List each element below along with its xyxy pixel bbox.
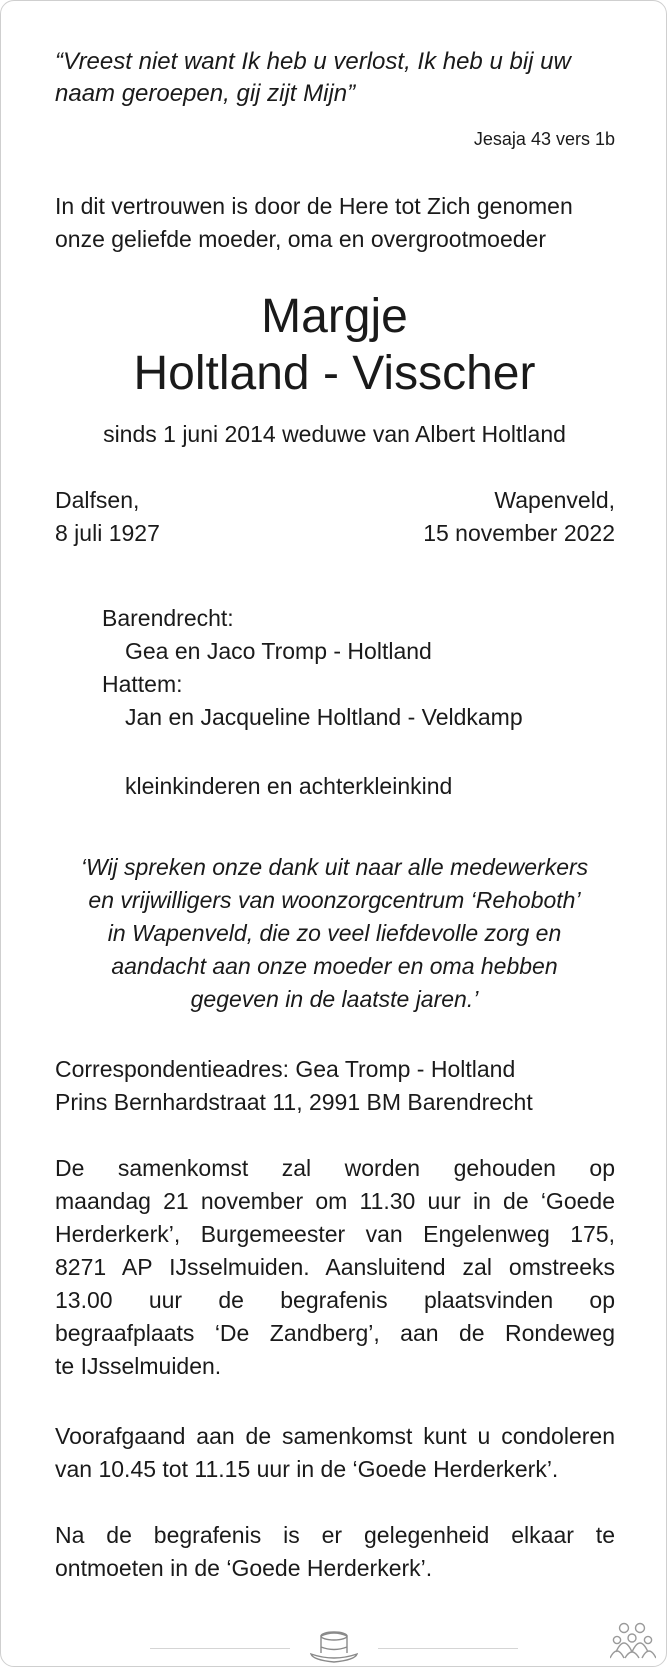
bible-quote bbox=[55, 46, 615, 110]
family-people-icon bbox=[610, 1620, 656, 1660]
condolence-line-2: van 10.45 tot 11.15 uur in de ‘Goede Herderkerk’. bbox=[55, 1456, 559, 1482]
family-list bbox=[102, 602, 523, 734]
correspondence-line-1: Correspondentieadres: Gea Tromp - Holtland bbox=[55, 1056, 516, 1082]
birth-info bbox=[55, 484, 160, 550]
service-line-3: Herderkerk’, Burgemeester van Engelenweg 175, bbox=[55, 1221, 615, 1247]
service-details bbox=[55, 1152, 615, 1383]
deceased-first-name: Margje bbox=[261, 290, 408, 343]
service-line-2: maandag 21 november om 11.30 uur in de ‘Goede bbox=[55, 1188, 615, 1214]
family-place-1: Barendrecht: bbox=[102, 605, 234, 631]
family-names-2: Jan en Jacqueline Holtland - Veldkamp bbox=[125, 704, 523, 730]
condolence-details bbox=[55, 1420, 615, 1486]
condolence-line-1: Voorafgaand aan de samenkomst kunt u condoleren bbox=[55, 1423, 615, 1449]
thanks-text bbox=[0, 851, 669, 1016]
thanks-line-1: ‘Wij spreken onze dank uit naar alle medewerkers bbox=[80, 854, 589, 880]
top-hat-icon bbox=[305, 1628, 363, 1666]
after-line-2: ontmoeten in de ‘Goede Herderkerk’. bbox=[55, 1555, 433, 1581]
thanks-line-2: en vrijwilligers van woonzorgcentrum ‘Rehoboth’ bbox=[88, 887, 581, 913]
death-info bbox=[423, 484, 615, 550]
family-place-2: Hattem: bbox=[102, 671, 183, 697]
widow-note: sinds 1 juni 2014 weduwe van Albert Holtland bbox=[103, 421, 566, 447]
family-names-1: Gea en Jaco Tromp - Holtland bbox=[125, 638, 432, 664]
thanks-line-3: in Wapenveld, die zo veel liefdevolle zorg en bbox=[107, 920, 562, 946]
bible-quote-line-1: “Vreest niet want Ik heb u verlost, Ik heb u bij uw bbox=[55, 48, 571, 75]
birth-date: 8 juli 1927 bbox=[55, 520, 160, 546]
intro-line-2: onze geliefde moeder, oma en overgrootmoeder bbox=[55, 226, 546, 252]
service-line-4: 8271 AP IJsselmuiden. Aansluitend zal omstreeks bbox=[55, 1254, 615, 1280]
bottom-rule-right bbox=[378, 1648, 518, 1649]
service-line-6: begraafplaats ‘De Zandberg’, aan de Rondeweg bbox=[55, 1320, 615, 1346]
bottom-rule-left bbox=[150, 1648, 290, 1649]
birth-place: Dalfsen, bbox=[55, 487, 140, 513]
death-date: 15 november 2022 bbox=[423, 520, 615, 546]
deceased-surname: Holtland - Visscher bbox=[133, 347, 536, 400]
death-place: Wapenveld, bbox=[494, 487, 615, 513]
service-line-5: 13.00 uur de begrafenis plaatsvinden op bbox=[55, 1287, 615, 1313]
thanks-line-4: aandacht aan onze moeder en oma hebben bbox=[111, 953, 558, 979]
service-line-1: De samenkomst zal worden gehouden op bbox=[55, 1155, 615, 1181]
thanks-line-5: gegeven in de laatste jaren.’ bbox=[190, 986, 479, 1012]
intro-text bbox=[55, 190, 625, 256]
intro-line-1: In dit vertrouwen is door de Here tot Zich genomen bbox=[55, 193, 573, 219]
service-line-7: te IJsselmuiden. bbox=[55, 1353, 222, 1379]
bible-quote-line-2: naam geroepen, gij zijt Mijn” bbox=[55, 80, 356, 107]
grandchildren: kleinkinderen en achterkleinkind bbox=[125, 773, 453, 799]
correspondence-address bbox=[55, 1053, 533, 1119]
after-line-1: Na de begrafenis is er gelegenheid elkaar te bbox=[55, 1522, 615, 1548]
correspondence-line-2: Prins Bernhardstraat 11, 2991 BM Barendrecht bbox=[55, 1089, 533, 1115]
after-funeral-details bbox=[55, 1519, 615, 1585]
bible-reference: Jesaja 43 vers 1b bbox=[473, 129, 615, 149]
